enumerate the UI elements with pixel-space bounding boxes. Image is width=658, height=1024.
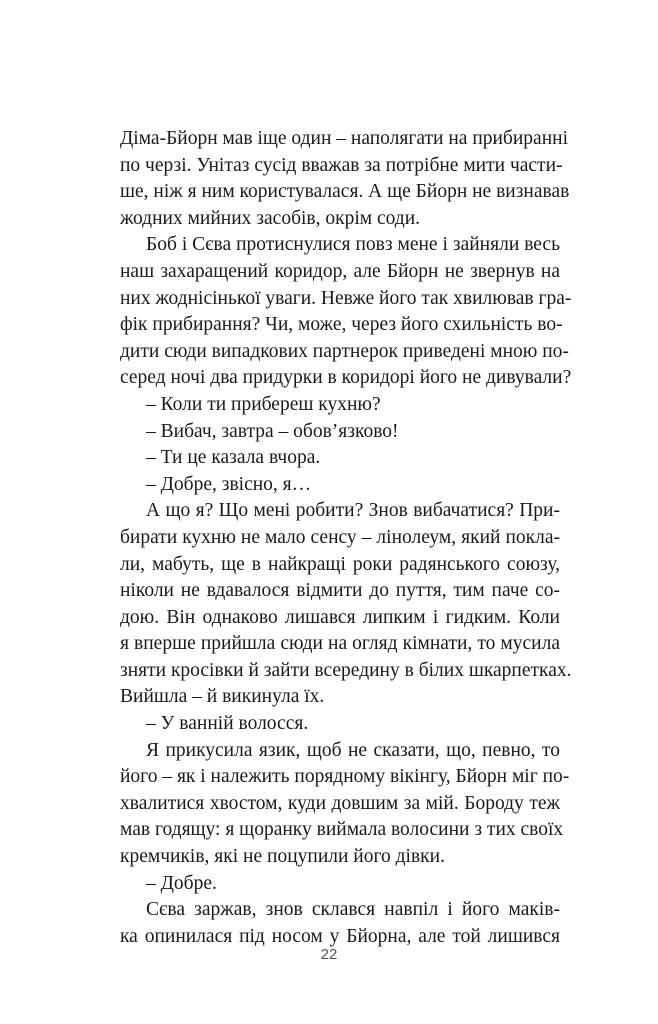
text-line: по черзі. Унітаз сусід вважав за потрібне мити части-: [120, 154, 563, 176]
text-line: них жоднісінької уваги. Невже його так хвилював гра-: [120, 287, 572, 309]
text-line: Вийшла – й викинула їх.: [120, 686, 325, 708]
text-line: фік прибирання? Чи, може, через його схильність во-: [120, 314, 563, 336]
text-line: Сєва заржав, знов склався навпіл і його маків-: [146, 899, 560, 921]
text-line: Боб і Сєва протиснулися повз мене і зайняли весь: [146, 234, 560, 256]
text-line: – Добре.: [146, 872, 217, 894]
page-number: 22: [320, 946, 338, 963]
text-line: – У ванній волосся.: [146, 713, 309, 735]
text-line: ніколи не вдавалося відмити до пуття, тим паче со-: [120, 580, 560, 602]
text-line: – Вибач, завтра – обов’язково!: [146, 420, 399, 442]
text-line: серед ночі два придурки в коридорі його не дивували?: [120, 367, 572, 389]
text-line: А що я? Що мені робити? Знов вибачатися? При-: [146, 500, 560, 522]
text-line: кремчиків, які не поцупили його дівки.: [120, 846, 445, 868]
text-line: його – як і належить порядному вікінгу, Бйорн міг по-: [120, 766, 570, 788]
text-line: зняти кросівки й зайти всередину в білих шкарпетках.: [120, 659, 572, 681]
text-line: – Коли ти прибереш кухню?: [146, 393, 381, 415]
text-line: – Ти це казала вчора.: [146, 447, 321, 469]
text-line: жодних мийних засобів, окрім соди.: [120, 207, 421, 229]
text-line: наш захаращений коридор, але Бйорн не звернув на: [120, 260, 560, 282]
text-line: ка опинилася під носом у Бйорна, але той лишився: [120, 925, 560, 947]
body-text: [120, 126, 572, 950]
text-line: ше, ніж я ним користувалася. А ще Бйорн не визнавав: [120, 181, 570, 203]
text-line: Я прикусила язик, щоб не сказати, що, певно, то: [146, 739, 560, 761]
text-line: я вперше прийшла сюди на огляд кімнати, то мусила: [120, 633, 560, 655]
text-line: Діма-Бйорн мав іще один – наполягати на прибиранні: [120, 128, 568, 149]
text-line: – Добре, звісно, я…: [146, 473, 312, 495]
text-line: мав годящу: я щоранку виймала волосини з тих своїх: [120, 819, 564, 841]
text-line: дити сюди випадкових партнерок приведені мною по-: [120, 340, 569, 362]
text-line: хвалитися хвостом, куди довшим за мій. Бороду теж: [120, 792, 560, 814]
text-line: дою. Він однаково лишався липким і гидким. Коли: [120, 606, 560, 628]
text-line: бирати кухню не мало сенсу – лінолеум, який покла-: [120, 526, 560, 548]
text-line: ли, мабуть, ще в найкращі роки радянського союзу,: [120, 553, 560, 575]
